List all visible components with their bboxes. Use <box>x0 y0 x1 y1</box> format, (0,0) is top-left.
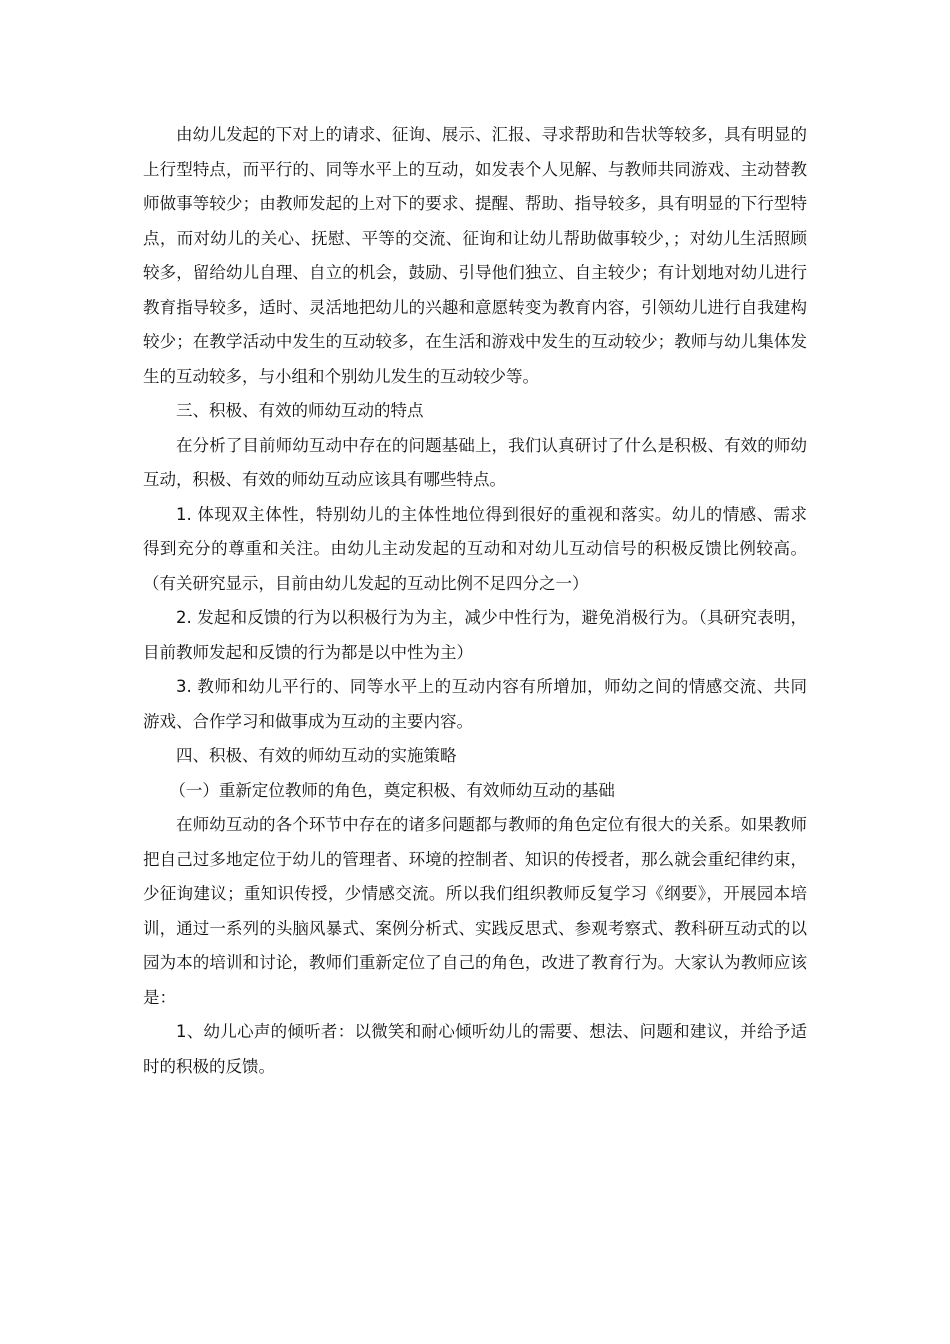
list-item-feature-1: 1. 体现双主体性，特别幼儿的主体性地位得到很好的重视和落实。幼儿的情感、需求得到充分的尊重和关注。由幼儿主动发起的互动和对幼儿互动信号的积极反馈比例较高。（有关研究显示，目前由幼儿发起的互动比例不足四分之一） <box>143 504 807 593</box>
list-item-feature-3: 3. 教师和幼儿平行的、同等水平上的互动内容有所增加，师幼之间的情感交流、共同游戏、合作学习和做事成为互动的主要内容。 <box>143 677 807 731</box>
list-item-role-1: 1、幼儿心声的倾听者：以微笑和耐心倾听幼儿的需要、想法、问题和建议，并给予适时的积极的反馈。 <box>143 1022 807 1076</box>
paragraph-teacher-role: 在师幼互动的各个环节中存在的诸多问题都与教师的角色定位有很大的关系。如果教师把自己过多地定位于幼儿的管理者、环境的控制者、知识的传授者，那么就会重纪律约束，少征询建议；重知识传授，少情感交流。所以我们组织教师反复学习《纲要》，开展园本培训，通过一系列的头脑风暴式、案例分析式、实践反思式、参观考察式、教科研互动式的以园为本的培训和讨论，教师们重新定位了自己的角色，改进了教育行为。大家认为教师应该是： <box>143 815 807 1007</box>
heading-section-four: 四、积极、有效的师幼互动的实施策略 <box>176 746 457 765</box>
list-item-feature-2: 2. 发起和反馈的行为以积极行为为主，减少中性行为，避免消极行为。（具研究表明，目前教师发起和反馈的行为都是以中性为主） <box>143 608 807 662</box>
paragraph-analysis-intro: 在分析了目前师幼互动中存在的问题基础上，我们认真研讨了什么是积极、有效的师幼互动，积极、有效的师幼互动应该具有哪些特点。 <box>143 435 807 489</box>
heading-section-three: 三、积极、有效的师幼互动的特点 <box>176 401 424 420</box>
subheading-strategy-one: （一）重新定位教师的角色，奠定积极、有效师幼互动的基础 <box>169 780 615 800</box>
paragraph-interaction-patterns: 由幼儿发起的下对上的请求、征询、展示、汇报、寻求帮助和告状等较多，具有明显的上行型特点，而平行的、同等水平上的互动，如发表个人见解、与教师共同游戏、主动替教师做事等较少；由教师发起的上对下的要求、提醒、帮助、指导较多，具有明显的下行型特点，而对幼儿的关心、抚慰、平等的交流、征询和让幼儿帮助做事较少，；对幼儿生活照顾较多，留给幼儿自理、自立的机会，鼓励、引导他们独立、自主较少；有计划地对幼儿进行教育指导较多，适时、灵活地把幼儿的兴趣和意愿转变为教育内容，引领幼儿进行自我建构较少；在教学活动中发生的互动较多，在生活和游戏中发生的互动较少；教师与幼儿集体发生的互动较多，与小组和个别幼儿发生的互动较少等。 <box>143 125 807 386</box>
document-body <box>143 118 807 1084</box>
